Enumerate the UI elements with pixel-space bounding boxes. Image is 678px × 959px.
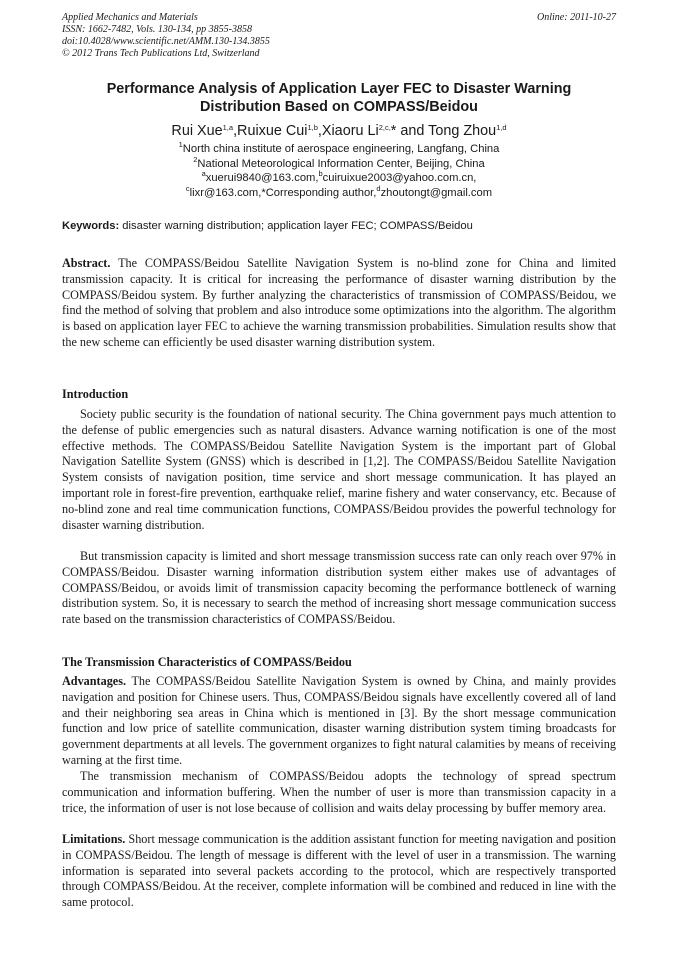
email-text: lixr@163.com,*Corresponding author,	[189, 187, 377, 199]
email-line-1	[62, 171, 616, 185]
affil-text: North china institute of aerospace engineering, Langfang, China	[182, 143, 500, 155]
online-date: Online: 2011-10-27	[537, 12, 616, 23]
author-affil-mark: 1,a	[222, 123, 234, 132]
title-line-2: Distribution Based on COMPASS/Beidou	[200, 99, 478, 115]
email-text: xuerui9840@163.com,	[205, 172, 319, 184]
copyright: © 2012 Trans Tech Publications Ltd, Switzerland	[62, 48, 260, 59]
intro-paragraph-2: But transmission capacity is limited and short message transmission success rate can only reach over 97% in COMPASS/Beidou. Disaster warning information distribution system either makes use of advantages of COMPASS/Beidou, or avoids limit of transmission capacity becoming the performance bottleneck of warning distribution system. So, it is necessary to search the method of increasing short message communication success rate based on the transmission characteristics of COMPASS/Beidou.	[62, 549, 616, 627]
author-name: ,Xiaoru Li	[317, 123, 379, 139]
corresponding-mark: *	[390, 123, 397, 139]
limitations-paragraph	[62, 832, 616, 911]
author-affil-mark: 2,c,	[378, 123, 391, 132]
title-line-1: Performance Analysis of Application Layer FEC to Disaster Warning	[106, 81, 572, 97]
affil-text: National Meteorological Information Center, Beijing, China	[197, 158, 485, 170]
limitations-label: Limitations.	[62, 832, 126, 846]
advantages-text: The COMPASS/Beidou Satellite Navigation System is owned by China, and mainly provides navigation and position for Chinese users. Thus, COMPASS/Beidou signals have excellently covered all of land and their neighboring sea areas in China which is mentioned in [3]. By the short message communication function and low price of satellite communication, disaster warning distribution system timing broadcasts for government departments at all levels. The government organizes to fight natural calamities by means of receiving warning at the first time.	[62, 674, 616, 767]
affil-mark: 1	[178, 140, 183, 149]
doi: doi:10.4028/www.scientific.net/AMM.130-134.3855	[62, 36, 270, 47]
email-mark: c	[185, 184, 190, 193]
affiliation-2	[62, 157, 616, 171]
email-mark: d	[376, 184, 381, 193]
author-affil-mark: 1,b	[307, 123, 318, 132]
affil-mark: 2	[193, 155, 198, 164]
paper-title	[62, 80, 616, 116]
abstract	[62, 256, 616, 351]
abstract-text: The COMPASS/Beidou Satellite Navigation System is no-blind zone for China and limited transmission capacity. It is critical for increasing the performance of disaster warning distribution by the COMPASS/Beidou system. By further analyzing the characteristics of transmission of COMPASS/Beidou, we find the method of solving that problem and also introduce some optimizations into the algorithm. The algorithm is based on application layer FEC to achieve the warning transmission probabilities. Simulation results show that the new scheme can efficiently be used disaster warning distribution system.	[62, 256, 616, 349]
journal-header	[62, 12, 618, 60]
author-affil-mark: 1,d	[496, 123, 507, 132]
email-mark: a	[201, 169, 206, 178]
journal-name: Applied Mechanics and Materials	[62, 12, 198, 23]
limitations-text: Short message communication is the addition assistant function for meeting navigation and position in COMPASS/Beidou. The length of message is different with the level of user in a transmission. The warning information is separated into several packets according to the protocol, which are respectively transported through COMPASS/Beidou. At the receiver, complete information will be combined and reduced in line with the same protocol.	[62, 832, 616, 910]
email-text: zhoutongt@gmail.com	[380, 187, 493, 199]
intro-paragraph-1: Society public security is the foundation of national security. The China government pays much attention to the defense of public emergencies such as natural disasters. Advance warning notification is one of the most effective methods. The COMPASS/Beidou Satellite Navigation System is the important part of Global Navigation Satellite System (GNSS) which is described in [1,2]. The COMPASS/Beidou Satellite Navigation System consists of navigation position, time service and short message communication. It has played an important role in forest-fire prevention, earthquake relief, marine fishery and water conservancy, etc. Because of no-blind zone and real time communication functions, COMPASS/Beidou provides the powerful technology for disaster warning distribution.	[62, 407, 616, 532]
keywords-text: disaster warning distribution; application layer FEC; COMPASS/Beidou	[119, 220, 473, 232]
abstract-label: Abstract.	[62, 256, 111, 270]
advantages-paragraph	[62, 674, 616, 769]
email-mark: b	[318, 169, 323, 178]
section-heading-introduction: Introduction	[62, 387, 129, 401]
affiliation-1	[62, 142, 616, 156]
keywords	[62, 219, 616, 234]
issn: ISSN: 1662-7482, Vols. 130-134, pp 3855-3858	[62, 24, 252, 35]
email-text: cuiruixue2003@yahoo.com.cn,	[322, 172, 477, 184]
author-name: ,Ruixue Cui	[233, 123, 308, 139]
author-name: Rui Xue	[171, 123, 223, 139]
section-heading-transmission: The Transmission Characteristics of COMPASS/Beidou	[62, 655, 352, 669]
mechanism-paragraph: The transmission mechanism of COMPASS/Beidou adopts the technology of spread spectrum communication and information buffering. When the number of user is more than transmission capacity in a trice, the information of user is not lose because of collision and waits delay processing by buffer memory area.	[62, 769, 616, 815]
author-list	[62, 122, 616, 140]
author-name: and Tong Zhou	[396, 123, 497, 139]
advantages-label: Advantages.	[62, 674, 126, 688]
email-line-2	[62, 186, 616, 200]
keywords-label: Keywords:	[62, 220, 120, 232]
